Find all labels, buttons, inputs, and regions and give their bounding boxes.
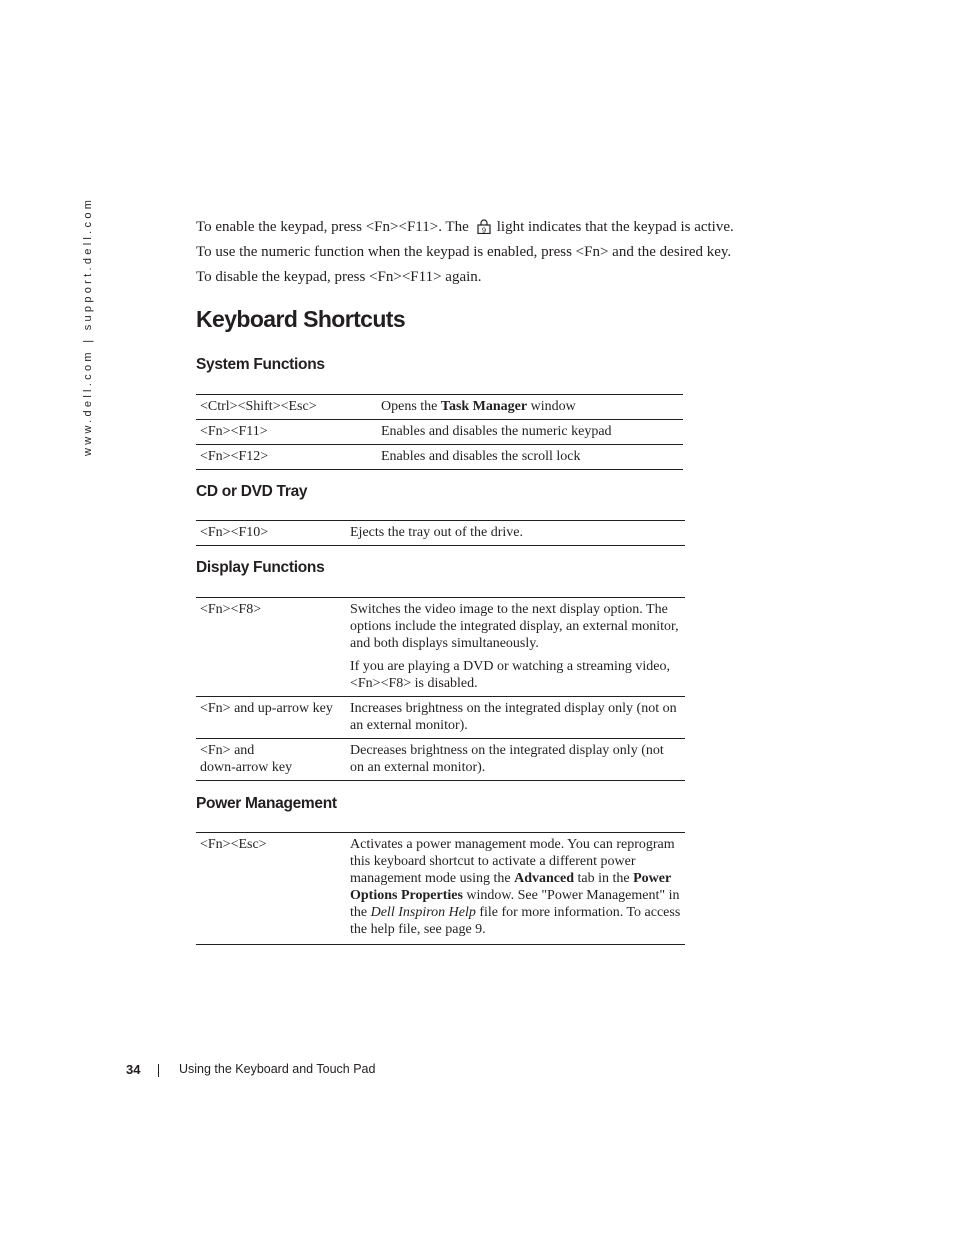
- description-paragraph: [350, 658, 681, 692]
- ui-term: Power Options Properties: [350, 871, 671, 903]
- section-title-display: Display Functions: [196, 559, 325, 576]
- description-text: Activates a power management mode. You can reprogram this keyboard shortcut to activate a different power management mode using the: [350, 837, 675, 886]
- shortcut-description: [377, 395, 683, 420]
- keypad-icon-digit: 9: [481, 225, 486, 234]
- description-text: Opens the: [381, 399, 441, 414]
- shortcut-description: [346, 598, 685, 697]
- intro-line-1-end: light indicates that the keypad is active.: [496, 219, 734, 235]
- intro-line-3: To disable the keypad, press <Fn><F11> again.: [196, 269, 482, 285]
- shortcut-key: <Fn><F8>: [196, 598, 346, 697]
- table-row: [196, 445, 683, 470]
- footer-divider: [158, 1064, 159, 1077]
- power-management-table: [196, 832, 685, 945]
- shortcut-key: <Fn><F10>: [196, 521, 346, 546]
- shortcut-key: <Fn><Esc>: [196, 833, 346, 945]
- chapter-title: Using the Keyboard and Touch Pad: [179, 1062, 376, 1076]
- description-text: tab in the: [573, 871, 634, 886]
- section-title-power: Power Management: [196, 795, 337, 812]
- table-row: [196, 420, 683, 445]
- intro-line-2: To use the numeric function when the keypad is enabled, press <Fn> and the desired key.: [196, 244, 732, 260]
- side-url: www.dell.com | support.dell.com: [82, 196, 94, 456]
- table-row: [196, 521, 685, 546]
- section-title-system: System Functions: [196, 356, 325, 373]
- shortcut-description: [346, 833, 685, 945]
- ui-term: Task Manager: [440, 399, 528, 414]
- description-text: window. See "Power Management" in the: [350, 888, 680, 920]
- shortcut-key: <Fn><F11>: [196, 420, 377, 445]
- shortcut-key: <Ctrl><Shift><Esc>: [196, 395, 377, 420]
- description-text: If you are playing a DVD or watching a streaming video,: [350, 659, 670, 674]
- ui-term: Advanced: [514, 871, 574, 886]
- keypad-lock-icon: [477, 219, 491, 234]
- table-row: [196, 697, 685, 739]
- help-reference: Dell Inspiron Help: [370, 905, 476, 920]
- shortcut-description: Enables and disables the scroll lock: [377, 445, 683, 470]
- shortcut-key: [196, 739, 346, 781]
- section-title-cd: CD or DVD Tray: [196, 483, 308, 500]
- shortcut-key: <Fn> and up-arrow key: [196, 697, 346, 739]
- table-row: [196, 833, 685, 945]
- intro-line-1-start: To enable the keypad, press <Fn><F11>. The: [196, 219, 469, 235]
- table-row: [196, 598, 685, 697]
- description-text: file for more information. To access the help file, see page 9.: [350, 905, 681, 937]
- table-row: [196, 739, 685, 781]
- system-functions-table: [196, 394, 683, 470]
- intro-line-1: [196, 219, 734, 236]
- shortcut-description: Ejects the tray out of the drive.: [346, 521, 685, 546]
- shortcut-description: Enables and disables the numeric keypad: [377, 420, 683, 445]
- key-line: <Fn> and: [200, 743, 255, 758]
- description-text: window: [527, 399, 576, 414]
- description-text: is disabled.: [411, 676, 478, 691]
- key-line: down-arrow key: [200, 760, 293, 775]
- shortcut-key: <Fn><F12>: [196, 445, 377, 470]
- page-number: 34: [126, 1062, 141, 1077]
- inline-key: <Fn><F8>: [350, 676, 412, 691]
- table-row: [196, 395, 683, 420]
- display-functions-table: [196, 597, 685, 781]
- cd-tray-table: [196, 520, 685, 546]
- shortcut-description: Decreases brightness on the integrated display only (not on an external monitor).: [346, 739, 685, 781]
- description-paragraph: Switches the video image to the next display option. The options include the integrated display, an external monitor, and both displays simultaneously.: [350, 602, 679, 651]
- shortcut-description: Increases brightness on the integrated display only (not on an external monitor).: [346, 697, 685, 739]
- page-heading: Keyboard Shortcuts: [196, 306, 406, 332]
